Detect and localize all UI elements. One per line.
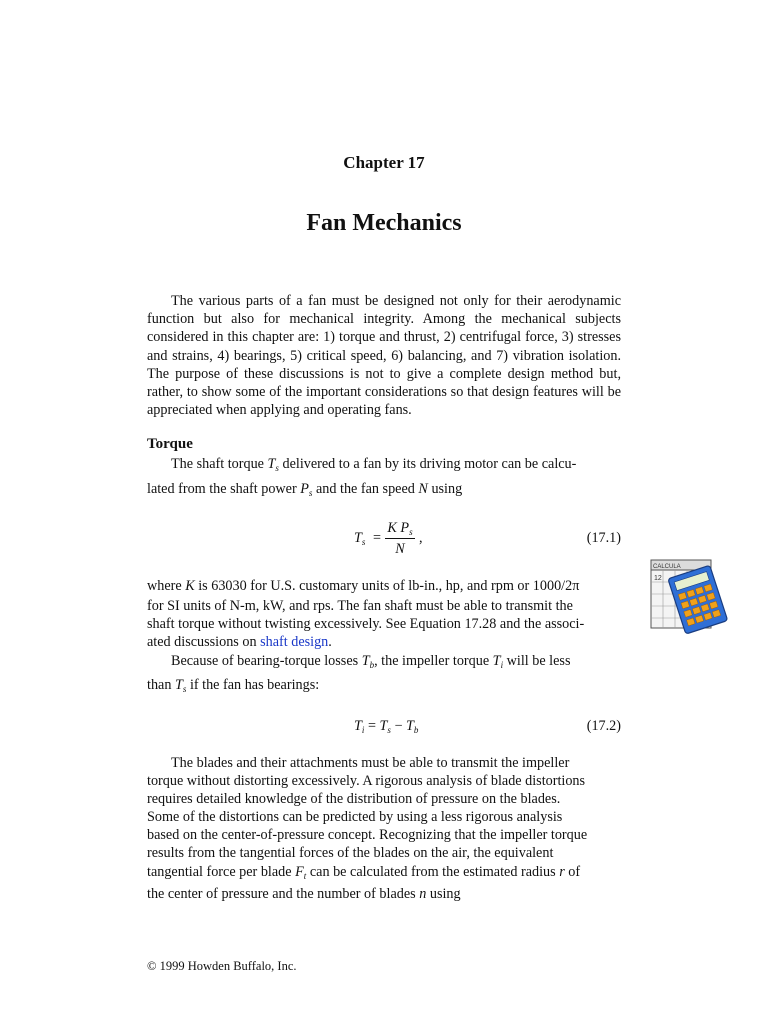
var-N: N: [395, 541, 405, 557]
text-run: delivered to a fan by its driving motor can be calcu-: [278, 456, 577, 472]
than-line: [147, 677, 621, 694]
var-P: P: [300, 481, 309, 497]
bearing-line: [147, 653, 645, 670]
equation-number-17-2: (17.2): [586, 718, 621, 734]
text-run: than: [147, 677, 175, 693]
text-run: tangential force per blade: [147, 864, 296, 880]
text-run: lated from the shaft power: [147, 481, 301, 497]
blades-line-1: The blades and their attachments must be able to transmit the impeller: [171, 755, 570, 771]
equation-17-1: [147, 520, 621, 560]
where-line: [147, 578, 621, 595]
intro-paragraph-block: [147, 292, 621, 419]
var-T: T: [354, 530, 362, 546]
var-r: r: [559, 864, 565, 880]
sub-i: i: [500, 660, 504, 670]
torque-line-2: [147, 481, 621, 498]
section-heading-torque: Torque: [147, 436, 193, 452]
text-run: can be calculated from the estimated radius: [306, 864, 560, 880]
blades-line-2: torque without distorting excessively. A rigorous analysis of blade distortions: [147, 773, 586, 789]
text-run: , the impeller torque: [374, 653, 493, 669]
shaft-line: shaft torque without twisting excessively. See Equation 17.28 and the associ-: [147, 616, 585, 632]
var-T: T: [174, 677, 183, 693]
var-K: K: [185, 578, 195, 594]
sub-t: t: [303, 871, 307, 881]
blades-line-8: [147, 886, 621, 903]
sub-b: b: [413, 725, 419, 735]
var-n: n: [419, 886, 427, 902]
sub-b: b: [369, 660, 375, 670]
text-run: will be less: [503, 653, 571, 669]
sub-i: i: [361, 725, 365, 735]
text-run: Because of bearing-torque losses: [171, 653, 362, 669]
text-run: using: [427, 481, 463, 497]
eq1-equals: =: [373, 530, 382, 546]
var-T: T: [492, 653, 501, 669]
blades-line-6: results from the tangential forces of the blades on the air, the equivalent: [147, 845, 554, 861]
text-run: .: [328, 634, 332, 650]
var-T: T: [361, 653, 370, 669]
var-T: T: [379, 718, 388, 734]
calendar-day: 12: [654, 575, 662, 582]
sub-s: s: [275, 463, 279, 473]
equation-number-17-1: (17.1): [586, 530, 621, 546]
var-KP: K P: [387, 520, 410, 536]
eq1-denominator: [383, 541, 417, 558]
eq1-lhs: [354, 530, 365, 547]
text-run: the center of pressure and the number of blades: [147, 886, 420, 902]
equation-17-2: [147, 718, 621, 740]
eq1-comma: ,: [419, 530, 423, 546]
blades-line-7: [147, 864, 621, 881]
blades-line-5: based on the center-of-pressure concept. Recognizing that the impeller torque: [147, 827, 588, 843]
chapter-label: Chapter 17: [343, 153, 425, 172]
var-F: F: [295, 864, 304, 880]
sub-s: s: [361, 537, 366, 547]
eq1-numerator: [383, 520, 417, 537]
calculator-graphic: [650, 556, 730, 640]
var-T: T: [406, 718, 414, 734]
ated-line: [147, 634, 621, 651]
torque-line-1: [147, 456, 645, 473]
chapter-title: Fan Mechanics: [306, 210, 462, 236]
si-line: for SI units of N-m, kW, and rps. The fan shaft must be able to transmit the: [147, 598, 573, 614]
var-T: T: [267, 456, 276, 472]
text-run: The shaft torque: [171, 456, 268, 472]
sub-s: s: [409, 527, 413, 537]
fraction-bar: [385, 538, 415, 539]
blades-line-3: requires detailed knowledge of the distribution of pressure on the blades.: [147, 791, 561, 807]
text-run: if the fan has bearings:: [186, 677, 320, 693]
sub-s: s: [182, 684, 187, 694]
text-run: is 63030 for U.S. customary units of lb-in., hp, and rpm or: [194, 578, 533, 594]
text-run: 1000/2π: [532, 578, 580, 594]
calculator-icon[interactable]: [650, 556, 730, 640]
copyright-footer: © 1999 Howden Buffalo, Inc.: [147, 959, 297, 973]
text-run: and the fan speed: [312, 481, 419, 497]
sub-s: s: [387, 725, 391, 735]
var-T: T: [354, 718, 362, 734]
var-N: N: [418, 481, 428, 497]
shaft-design-link[interactable]: shaft design: [260, 634, 329, 650]
calculator-label: CALCULA: [653, 564, 681, 570]
text-run: using: [426, 886, 461, 902]
text-run: of: [564, 864, 581, 880]
eq2-expression: $T_i = T_s - T_b$: [354, 718, 419, 735]
text-run: ated discussions on: [147, 634, 261, 650]
sub-s: s: [308, 488, 313, 498]
text-run: where: [147, 578, 186, 594]
intro-paragraph: The various parts of a fan must be designed not only for their aerodynamic function but also for mechanical integrity. Among the mechanical subjects considered in this chapter are: 1) torque and thrust, 2) centrifugal force, 3) stresses and strains, 4) bearings, 5) critical speed, 6) balancing, and 7) vibration isolation. The purpose of these discussions is not to give a complete design method but, rather, to show some of the important considerations so that design features will be appreciated when applying and operating fans.: [147, 293, 621, 419]
blades-line-4: Some of the distortions can be predicted by using a less rigorous analysis: [147, 809, 563, 825]
